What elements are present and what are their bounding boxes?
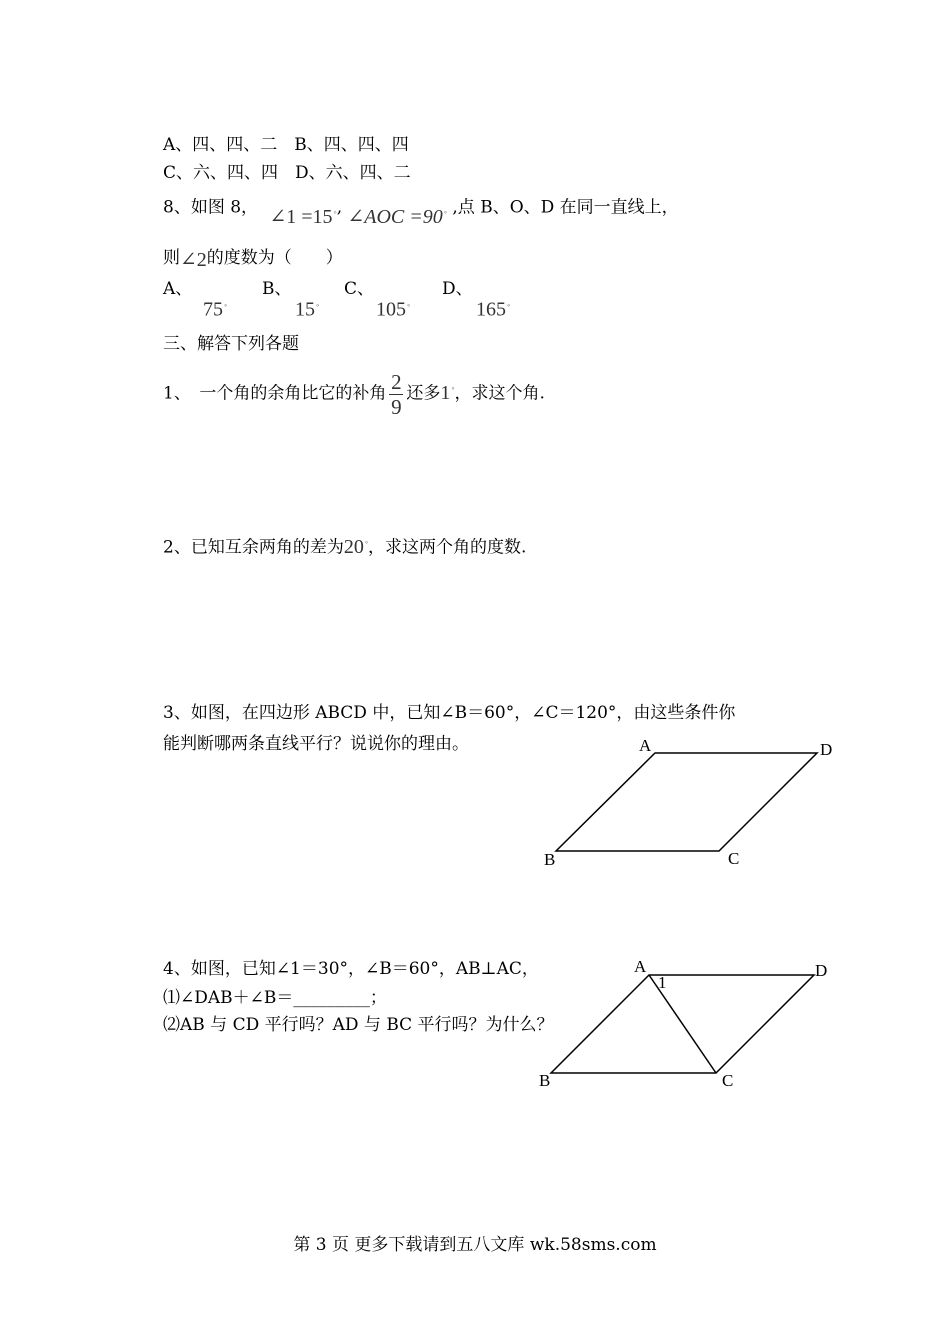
p1-frac-den: 9 [391, 394, 402, 419]
p4-label-d: D [815, 961, 828, 980]
p2-value: 20◦ [343, 535, 369, 558]
p1-fraction [389, 370, 403, 419]
problem1 [163, 362, 545, 420]
problem4-line2: ⑴∠DAB＋∠B＝_________； [163, 988, 387, 1008]
problem3-line1: 3、如图，在四边形 ABCD 中，已知∠B＝60°，∠C＝120°，由这些条件你 [163, 703, 736, 723]
p3-label-d: D [820, 740, 833, 759]
q8-choice-c-label: C、 [344, 279, 375, 299]
problem4-line1: 4、如图，已知∠1＝30°，∠B＝60°，AB⊥AC， [163, 959, 539, 979]
p1-prefix: 1、 一个角的余角比它的补角 [163, 383, 387, 404]
q8-choice-a-value: 75◦ [203, 298, 228, 321]
p4-label-a: A [634, 957, 647, 976]
q8-choice-d-label: D、 [442, 279, 473, 299]
problem3-line2: 能判断哪两条直线平行？说说你的理由。 [163, 734, 469, 754]
p1-suffix: ，求这个角. [454, 383, 545, 404]
q8-line2-suffix: 的度数为（ ） [206, 248, 343, 268]
q8-angle-aoc: ∠AOC =90◦ [347, 205, 447, 228]
problem4-figure [530, 950, 850, 1095]
q8-choice-a-label: A、 [163, 279, 193, 299]
q8-choice-d-value: 165◦ [476, 298, 511, 321]
options-ab: A、四、四、二 B、四、四、四 [163, 135, 409, 155]
p4-label-1: 1 [658, 973, 667, 992]
q8-suffix: ,点 B、O、D 在同一直线上， [452, 197, 679, 218]
p4-label-c: C [722, 1071, 734, 1090]
quadrilateral-abcd [556, 753, 817, 851]
q8-comma: , [336, 197, 343, 218]
p2-suffix: ，求这两个角的度数. [368, 537, 527, 558]
options-cd: C、六、四、四 D、六、四、二 [163, 163, 411, 183]
q8-angle1: ∠1 =15◦ [269, 205, 337, 228]
problem4-line3: ⑵AB 与 CD 平行吗？AD 与 BC 平行吗？为什么？ [163, 1015, 554, 1035]
p3-label-a: A [639, 736, 652, 755]
p4-label-b: B [539, 1071, 551, 1090]
p2-prefix: 2、已知互余两角的差为 [163, 537, 344, 558]
section3-title: 三、解答下列各题 [163, 334, 299, 354]
q8-prefix: 8、如图 8， [163, 197, 259, 218]
p3-label-c: C [728, 849, 740, 868]
p1-value: 1◦ [440, 381, 455, 404]
p3-label-b: B [544, 850, 556, 869]
q8-line1 [163, 191, 679, 228]
q8-choice-b-label: B、 [262, 279, 292, 299]
q8-angle2: ∠2 [180, 249, 207, 271]
problem2 [163, 531, 526, 559]
page-footer: 第 3 页 更多下载请到五八文库 wk.58sms.com [293, 1235, 657, 1255]
p1-frac-num: 2 [391, 369, 402, 394]
q8-choice-c-value: 105◦ [376, 298, 411, 321]
q8-line2-prefix: 则 [163, 248, 180, 268]
q8-line2 [163, 246, 343, 269]
q8-choice-b-value: 15◦ [295, 298, 320, 321]
p1-middle: 还多 [406, 383, 441, 404]
problem3-figure [530, 730, 850, 875]
